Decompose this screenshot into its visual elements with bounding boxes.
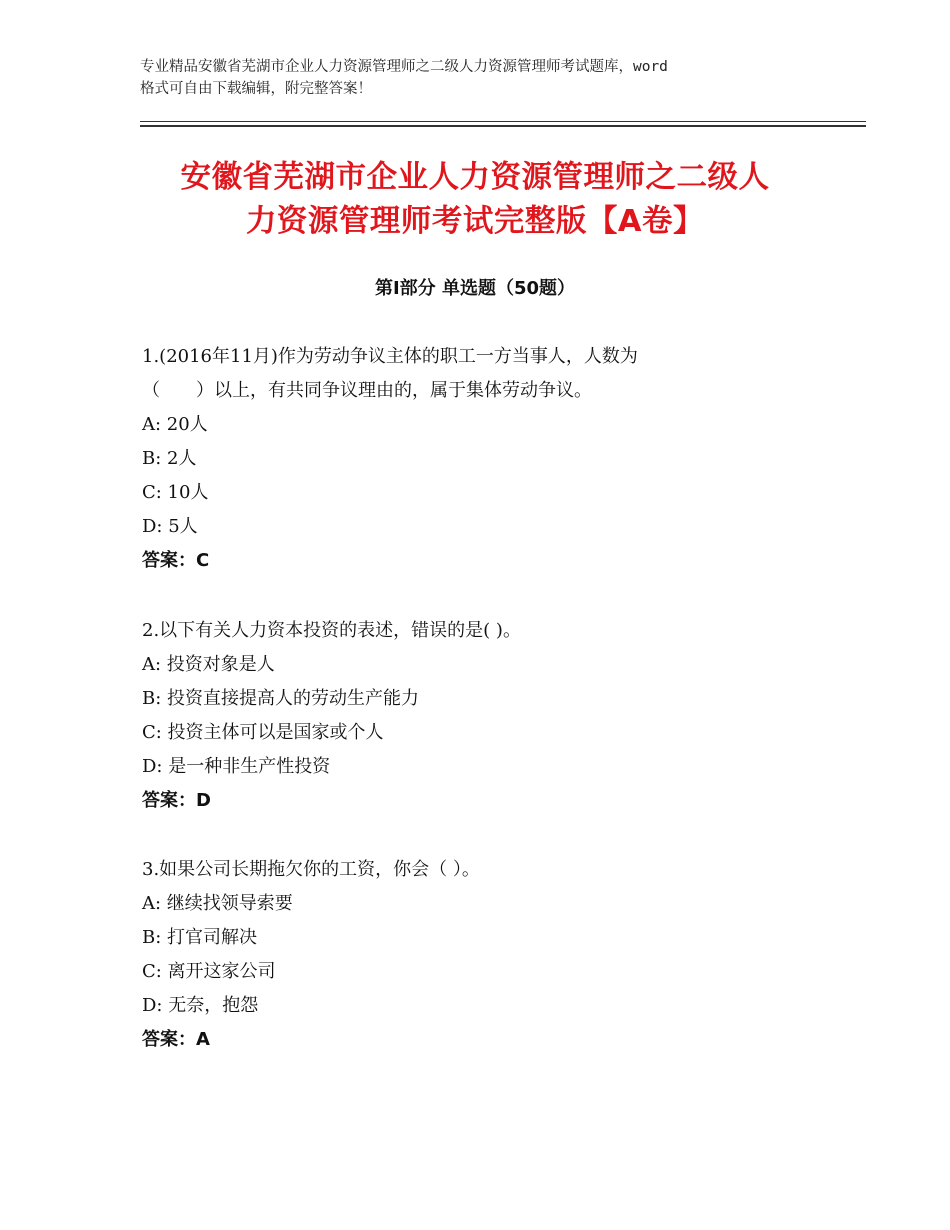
- header-note: [140, 56, 840, 100]
- option-c: C: 10人: [142, 482, 209, 503]
- header-divider-thick: [140, 125, 866, 127]
- option-a: A: 20人: [142, 414, 208, 435]
- document-title: [120, 156, 830, 244]
- question-stem-line: （ ）以上，有共同争议理由的，属于集体劳动争议。: [142, 380, 592, 401]
- option-c: C: 投资主体可以是国家或个人: [142, 722, 384, 743]
- question-stem-line: 2.以下有关人力资本投资的表述，错误的是( )。: [142, 620, 521, 641]
- question-3: [142, 853, 862, 1057]
- answer: 答案：C: [142, 550, 210, 571]
- question-2: [142, 614, 862, 818]
- option-b: B: 投资直接提高人的劳动生产能力: [142, 688, 420, 709]
- section-heading: 第Ⅰ部分 单选题（50题）: [374, 278, 575, 299]
- header-note-line-1: 专业精品安徽省芜湖市企业人力资源管理师之二级人力资源管理师考试题库，word: [140, 59, 668, 75]
- answer: 答案：A: [142, 1029, 210, 1050]
- option-d: D: 无奈，抱怨: [142, 995, 259, 1016]
- question-1: [142, 340, 862, 578]
- document-title-line-2: 力资源管理师考试完整版【A卷】: [245, 204, 705, 239]
- document-title-line-1: 安徽省芜湖市企业人力资源管理师之二级人: [180, 160, 770, 195]
- question-stem-line: 1.(2016年11月)作为劳动争议主体的职工一方当事人，人数为: [142, 346, 638, 367]
- option-a: A: 投资对象是人: [142, 654, 275, 675]
- header-divider-thin: [140, 121, 866, 122]
- option-a: A: 继续找领导索要: [142, 893, 293, 914]
- option-d: D: 5人: [142, 516, 198, 537]
- option-b: B: 2人: [142, 448, 197, 469]
- question-stem-line: 3.如果公司长期拖欠你的工资，你会（ ）。: [142, 859, 480, 880]
- option-d: D: 是一种非生产性投资: [142, 756, 331, 777]
- header-note-line-2: 格式可自由下载编辑，附完整答案！: [140, 81, 372, 97]
- option-b: B: 打官司解决: [142, 927, 258, 948]
- answer: 答案：D: [142, 790, 211, 811]
- option-c: C: 离开这家公司: [142, 961, 276, 982]
